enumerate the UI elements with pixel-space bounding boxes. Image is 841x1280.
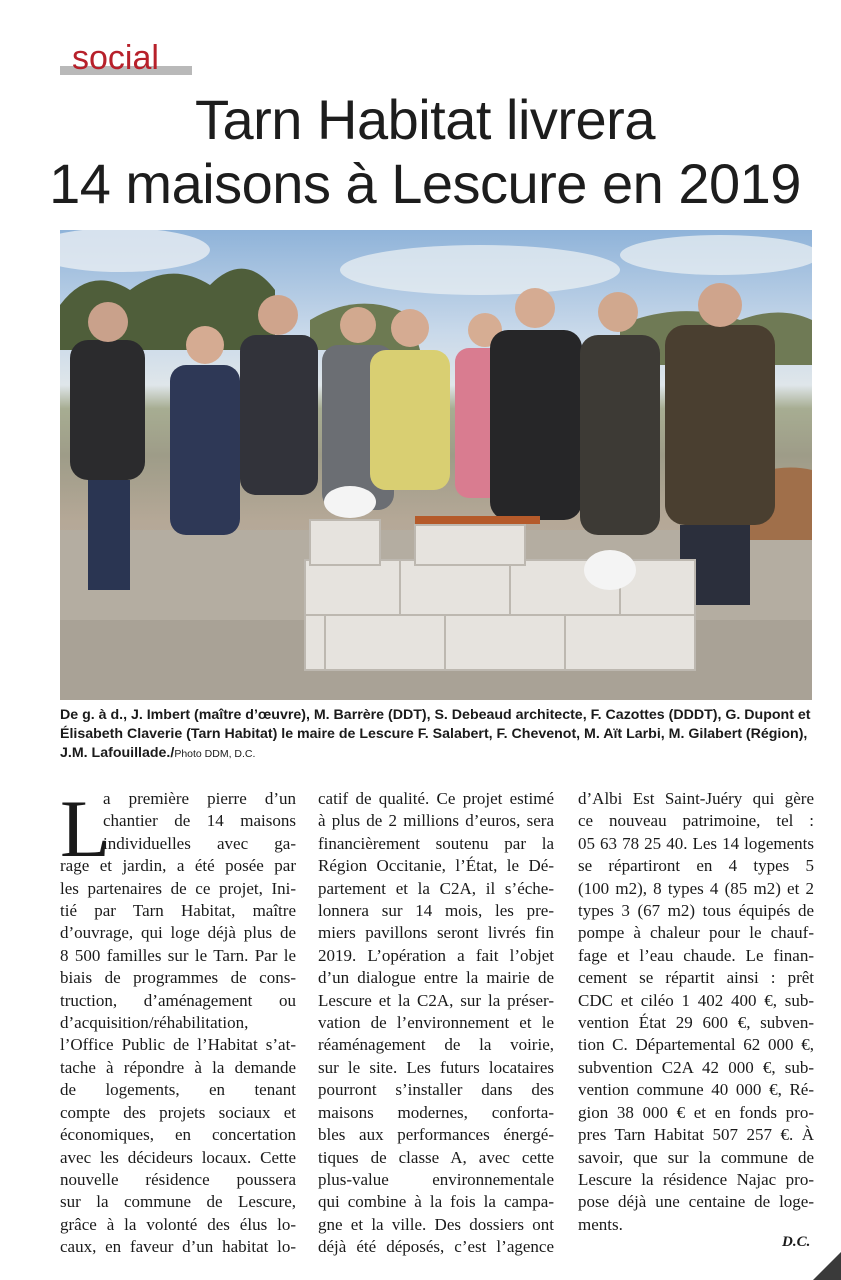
headline-line-1: Tarn Habitat livrera [195,88,655,151]
text-line: rage et jardin, a été posée par [60,856,296,876]
text-line: gion 38 000 € et en fonds pro- [578,1102,814,1122]
text-line: d’acquisition/réhabilitation, [60,1013,249,1033]
text-line: Lescure et la C2A, sur la préser- [318,990,554,1010]
text-line: tié par Tarn Habitat, maître [60,901,296,921]
text-line: CDC et ciléo 1 402 400 €, sub- [578,990,814,1010]
text-line: lonnera sur 14 mois, les pre- [318,901,554,921]
article-column-1 [60,783,296,1259]
text-line: financièrement soutenu par la [318,833,554,853]
headline [40,88,810,216]
photo-image [60,230,812,700]
text-line: tiques de classe A, avec cette [318,1147,554,1167]
text-line: d’un dialogue entre la mairie de [318,968,554,988]
text-line: grâce à la volonté des élus lo- [60,1214,296,1234]
text-line: nouvelle résidence poussera [60,1169,296,1189]
text-line: l’Office Public de l’Habitat s’at- [60,1035,296,1055]
page-corner [813,1252,841,1280]
text-line: individuelles avec ga- [103,833,296,853]
article-column-3 [578,788,814,1236]
photo-caption [60,706,816,764]
text-line: vention commune 40 000 €, Ré- [578,1080,814,1100]
text-line: vention État 29 600 €, subven- [578,1013,814,1033]
text-line: Région Occitanie, l’État, le Dé- [318,856,554,876]
text-line: pose déjà une centaine de loge- [578,1192,814,1212]
text-line: partement et la C2A, il s’éche- [318,878,554,898]
text-line: compte des projets sociaux et [60,1102,296,1122]
text-line: catif de qualité. Ce projet estimé [318,789,554,808]
text-line: tion C. Départemental 62 000 €, [578,1035,814,1055]
text-line: cement se répartit ainsi : prêt [578,968,814,988]
text-line: bles aux performances énergé- [318,1125,554,1145]
text-line: tache à répondre à la demande [60,1057,296,1077]
text-line: vation de l’environnement et le [318,1013,554,1033]
text-line: sur la commune de Lescure, [60,1192,296,1212]
text-line: savoir, que sur la commune de [578,1147,814,1167]
headline-line-2: 14 maisons à Lescure en 2019 [49,152,801,215]
article-column-2 [318,788,554,1259]
text-line: fage et l’eau chaude. Le finan- [578,945,814,965]
text-line: pres Tarn Habitat 507 257 €. À [578,1125,814,1145]
text-line: caux, en faveur d’un habitat lo- [60,1237,296,1257]
text-line: gne et la ville. Des dossiers ont [318,1214,554,1234]
section-label: social [72,39,159,77]
text-line: les partenaires de ce projet, Ini- [60,878,296,898]
text-line: subvention C2A 42 000 €, sub- [578,1057,814,1077]
text-line: 05 63 78 25 40. Les 14 logements [578,833,814,853]
drop-cap: L [60,783,111,874]
text-line: de logements, en tenant [60,1080,296,1100]
text-line: types 3 (67 m2) tous équipés de [578,901,814,921]
text-line: biais de programmes de cons- [60,968,296,988]
section-tag [60,38,192,80]
text-line: économiques, en concertation [60,1125,296,1145]
text-line: (100 m2), 8 types 4 (85 m2) et 2 [578,878,814,898]
text-line: sur le site. Les futurs locataires [318,1057,554,1077]
text-line: pompe à chaleur pour le chauf- [578,923,814,943]
text-line: ce nouveau patrimoine, tel : [578,811,814,831]
text-line: chantier de 14 maisons [103,811,296,831]
text-line: déjà été déposés, c’est l’agence [318,1237,554,1257]
text-line: miers pavillons seront livrés fin [318,923,554,943]
text-line: d’Albi Est Saint-Juéry qui gère [578,789,814,808]
caption-text: De g. à d., J. Imbert (maître d’œuvre), M. Barrère (DDT), S. Debeaud architecte, F. Cazottes (DDDT), G. Dupont et Élisabeth Claverie (Tarn Habitat) le maire de Lescure F. Salabert, F. Chevenot, M. Aït Larbi, M. Gilabert (Région), J.M. Lafouillade./ [60,707,811,761]
text-line: truction, d’aménagement ou [60,990,296,1010]
photo-credit: Photo DDM, D.C. [174,748,256,760]
text-line: à plus de 2 millions d’euros, sera [318,811,554,831]
text-line: 2019. L’opération a fait l’objet [318,945,554,965]
author-signature: D.C. [782,1234,811,1250]
text-line: d’ouvrage, qui loge déjà plus de [60,923,296,943]
text-line: avec les décideurs locaux. Cette [60,1147,296,1167]
text-line: a première pierre d’un [103,789,296,808]
text-line: réaménagement de la voirie, [318,1035,554,1055]
text-line: ments. [578,1214,623,1234]
text-line: se répartiront en 4 types 5 [578,856,814,876]
text-line: plus-value environnementale [318,1169,554,1189]
text-line: qui combine à la fois la campa- [318,1192,554,1212]
text-line: pourront s’installer dans des [318,1080,554,1100]
text-line: maisons modernes, conforta- [318,1102,554,1122]
text-line: Lescure la résidence Najac pro- [578,1169,814,1189]
article-photo [60,230,812,700]
text-line: 8 500 familles sur le Tarn. Par le [60,945,296,965]
